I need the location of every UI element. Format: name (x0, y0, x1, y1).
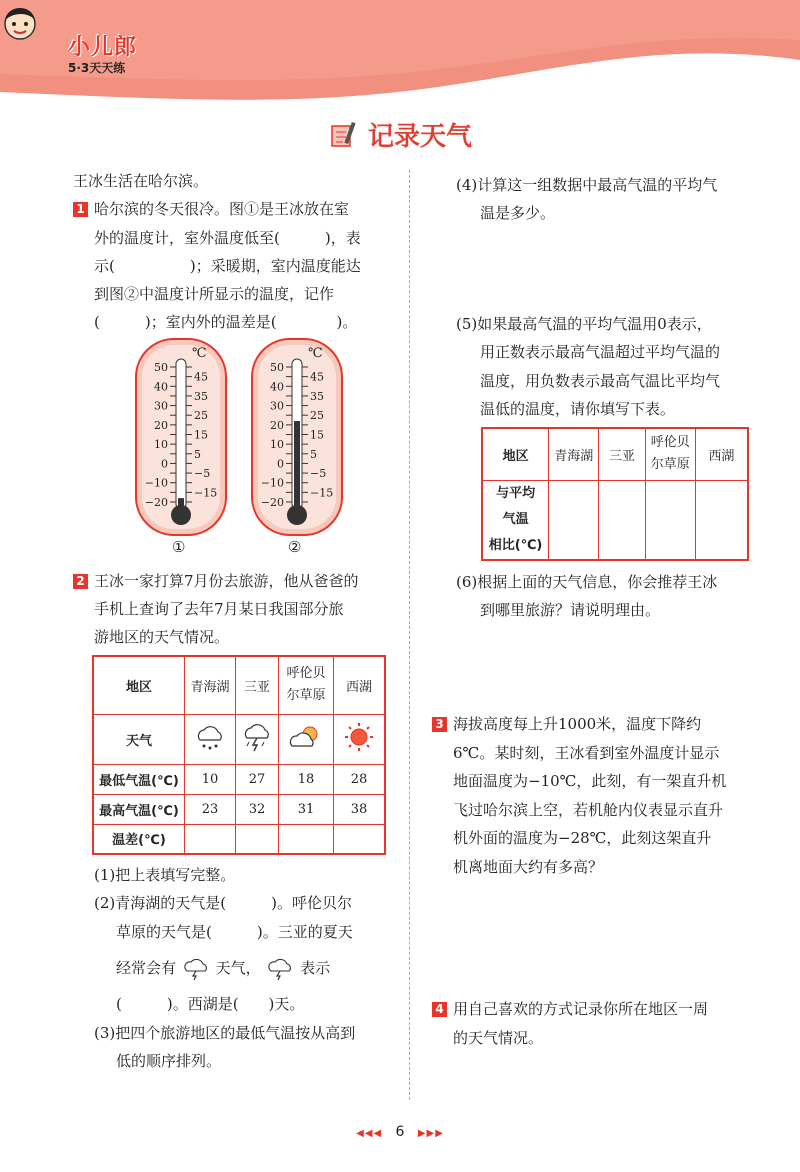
q3-number: 3 (432, 717, 447, 732)
page-header (0, 0, 800, 110)
q2-sub-7: 低的顺序排列。 (116, 1052, 222, 1070)
row-label-low: 最低气温(℃) (93, 764, 185, 794)
table-place (279, 656, 334, 714)
title-text: 记录天气 (367, 122, 472, 152)
table-cell-empty (645, 480, 695, 560)
tick-label: 15 (194, 428, 208, 442)
q4-line-2: 温是多少。 (480, 204, 556, 222)
thermometer-unit: ℃ (192, 346, 207, 361)
left-arrows-icon: ◀◀◀ (356, 1128, 383, 1139)
q3-line-2: 6℃。某时刻，王冰看到室外温度计显示 (453, 744, 720, 762)
partly-cloudy-icon (286, 722, 326, 752)
brand-series: 5·3天天练 (68, 61, 126, 75)
row-label-high: 最高气温(℃) (93, 794, 185, 824)
table-place (645, 428, 695, 480)
q5-line-1: (5)如果最高气温的平均气温用0表示， (456, 315, 712, 333)
q3-line-5: 机外面的温度为−28℃，此刻这架直升 (453, 829, 712, 847)
thermometer-label-1: ① (172, 538, 186, 556)
q4b-text-1: 用自己喜欢的方式记录你所在地区一周 (453, 1000, 709, 1018)
weather-cell (185, 714, 236, 764)
thermometers (130, 335, 334, 545)
q1-line-3: 示( )；采暖期，室内温度能达 (94, 257, 361, 275)
tick-label: 0 (161, 457, 168, 471)
tick-label: 25 (194, 409, 208, 423)
table-place: 西湖 (334, 656, 386, 714)
thermometer-unit: ℃ (308, 346, 323, 361)
table-place-part: 尔草原 (286, 688, 326, 704)
table-cell: 10 (185, 764, 236, 794)
tick-label: 15 (310, 428, 324, 442)
q1-line-4: 到图②中温度计所显示的温度，记作 (94, 285, 335, 303)
brand-logo (68, 30, 137, 76)
table-header-region: 地区 (482, 428, 549, 480)
table-place-part: 呼伦贝 (286, 666, 326, 682)
brand-name: 小儿郎 (68, 35, 138, 60)
tick-label: 45 (310, 370, 324, 384)
table-cell-empty (695, 480, 748, 560)
q4-line-1: (4)计算这一组数据中最高气温的平均气 (456, 176, 718, 194)
tick-label: 50 (154, 361, 168, 374)
column-divider (409, 170, 410, 1100)
table-row (482, 480, 748, 560)
table-cell-empty (599, 480, 645, 560)
title-row (0, 116, 800, 154)
q2-sub-4 (116, 957, 330, 981)
row-label-compare (482, 480, 549, 560)
right-arrows-icon: ▶▶▶ (417, 1128, 444, 1139)
q2-text-1: 王冰一家打算7月份去旅游，他从爸爸的 (94, 572, 359, 590)
table-row (93, 714, 385, 764)
table-place-part: 尔草原 (650, 457, 690, 473)
tick-label: −20 (144, 496, 168, 509)
q1-number: 1 (73, 202, 88, 217)
q3-line-3: 地面温度为−10℃，此刻，有一架直升机 (453, 772, 727, 790)
mascot-icon (0, 0, 40, 46)
tick-label: −10 (260, 476, 284, 490)
q2-sub-2: (2)青海湖的天气是( )。呼伦贝尔 (94, 894, 352, 912)
thunderstorm-icon (181, 957, 211, 981)
thermometer-label-2: ② (288, 538, 302, 556)
tick-label: −15 (194, 486, 218, 500)
q2-number: 2 (73, 574, 88, 589)
q4b-line-2: 的天气情况。 (453, 1029, 544, 1047)
row-label-part: 气温 (502, 511, 529, 527)
weather-cell (236, 714, 279, 764)
q2-sub-5: ( )。西湖是( )天。 (116, 995, 305, 1013)
tick-label: −5 (310, 467, 327, 481)
thermometer-liquid (294, 421, 300, 510)
tick-label: −15 (310, 486, 334, 500)
q5-line-2: 用正数表示最高气温超过平均气温的 (480, 343, 721, 361)
tick-label: 20 (270, 418, 284, 432)
table-cell-empty (334, 824, 386, 854)
q1-line-1 (73, 198, 349, 220)
q6-line-2: 到哪里旅游？请说明理由。 (480, 601, 661, 619)
notebook-icon (328, 120, 358, 150)
table-cell: 32 (236, 794, 279, 824)
table-row (482, 428, 748, 480)
table-place: 三亚 (599, 428, 645, 480)
tick-label: −5 (194, 467, 211, 481)
table-place-part: 呼伦贝 (650, 435, 690, 451)
table-header-region: 地区 (93, 656, 185, 714)
q5-line-3: 温度，用负数表示最高气温比平均气 (480, 372, 721, 390)
tick-label: 50 (270, 361, 284, 374)
q1-text-1: 哈尔滨的冬天很冷。图①是王冰放在室 (94, 200, 350, 218)
q2-sub-4c: 表示 (300, 959, 331, 977)
page-title (328, 116, 472, 153)
q2-sub-1: (1)把上表填写完整。 (94, 866, 236, 884)
q3-line-6: 机离地面大约有多高？ (453, 858, 604, 876)
q6-line-1: (6)根据上面的天气信息，你会推荐王冰 (456, 573, 718, 591)
table-row (93, 824, 385, 854)
thunderstorm-icon (239, 722, 275, 752)
table-cell: 23 (185, 794, 236, 824)
row-label-weather: 天气 (93, 714, 185, 764)
q1-line-2: 外的温度计，室外温度低至( )，表 (94, 229, 361, 247)
q2-sub-3: 草原的天气是( )。三亚的夏天 (116, 923, 353, 941)
table-cell: 38 (334, 794, 386, 824)
cloud-rain-icon (192, 722, 228, 752)
table-cell: 28 (334, 764, 386, 794)
intro-text: 王冰生活在哈尔滨。 (73, 172, 209, 190)
table-cell-empty (185, 824, 236, 854)
tick-label: 10 (270, 438, 284, 452)
table-cell-empty (549, 480, 599, 560)
q4b-number: 4 (432, 1002, 447, 1017)
sun-icon (341, 721, 377, 753)
thermometer-bulb (287, 505, 307, 525)
weather-table (92, 655, 386, 855)
tick-label: 35 (310, 389, 324, 403)
table-row (93, 794, 385, 824)
q3-line-1 (432, 713, 701, 735)
tick-label: 30 (270, 399, 284, 413)
q3-text-1: 海拔高度每上升1000米，温度下降约 (453, 715, 702, 733)
table-cell-empty (236, 824, 279, 854)
weather-cell (334, 714, 386, 764)
q4b-line-1 (432, 998, 708, 1020)
table-cell: 31 (279, 794, 334, 824)
page-number: 6 (395, 1124, 405, 1140)
weather-cell (279, 714, 334, 764)
thermometer-tube (176, 359, 186, 509)
tick-label: 30 (154, 399, 168, 413)
tick-label: 10 (154, 438, 168, 452)
thunderstorm-icon (265, 957, 295, 981)
tick-label: 25 (310, 409, 324, 423)
tick-label: 40 (154, 380, 168, 394)
tick-label: 0 (277, 457, 284, 471)
tick-label: −10 (144, 476, 168, 490)
q3-line-4: 飞过哈尔滨上空，若机舱内仪表显示直升 (453, 801, 724, 819)
table-row (93, 764, 385, 794)
tick-label: 45 (194, 370, 208, 384)
row-label-part: 与平均 (496, 485, 536, 501)
tick-label: 20 (154, 418, 168, 432)
q2-sub-6: (3)把四个旅游地区的最低气温按从高到 (94, 1024, 356, 1042)
q2-line-2: 手机上查询了去年7月某日我国部分旅 (94, 600, 344, 618)
q1-line-5: ( )；室内外的温差是( )。 (94, 313, 358, 331)
row-label-part: 相比(℃) (488, 537, 543, 553)
table-cell: 27 (236, 764, 279, 794)
table-row (93, 656, 385, 714)
tick-label: 5 (310, 447, 317, 461)
table-cell-empty (279, 824, 334, 854)
q2-sub-4a: 经常会有 (116, 959, 177, 977)
tick-label: 35 (194, 389, 208, 403)
table-place: 西湖 (695, 428, 748, 480)
q2-line-1 (73, 570, 359, 592)
table-place: 三亚 (236, 656, 279, 714)
tick-label: 5 (194, 447, 201, 461)
table-cell: 18 (279, 764, 334, 794)
q2-sub-4b: 天气， (215, 959, 261, 977)
thermometer-bulb (171, 505, 191, 525)
row-label-diff: 温差(℃) (93, 824, 185, 854)
table-place: 青海湖 (549, 428, 599, 480)
comparison-table (481, 427, 749, 561)
tick-label: 40 (270, 380, 284, 394)
page-number-bar (0, 1124, 800, 1140)
q5-line-4: 温低的温度，请你填写下表。 (480, 400, 676, 418)
tick-label: −20 (260, 496, 284, 509)
q2-line-3: 游地区的天气情况。 (94, 628, 230, 646)
table-place: 青海湖 (185, 656, 236, 714)
